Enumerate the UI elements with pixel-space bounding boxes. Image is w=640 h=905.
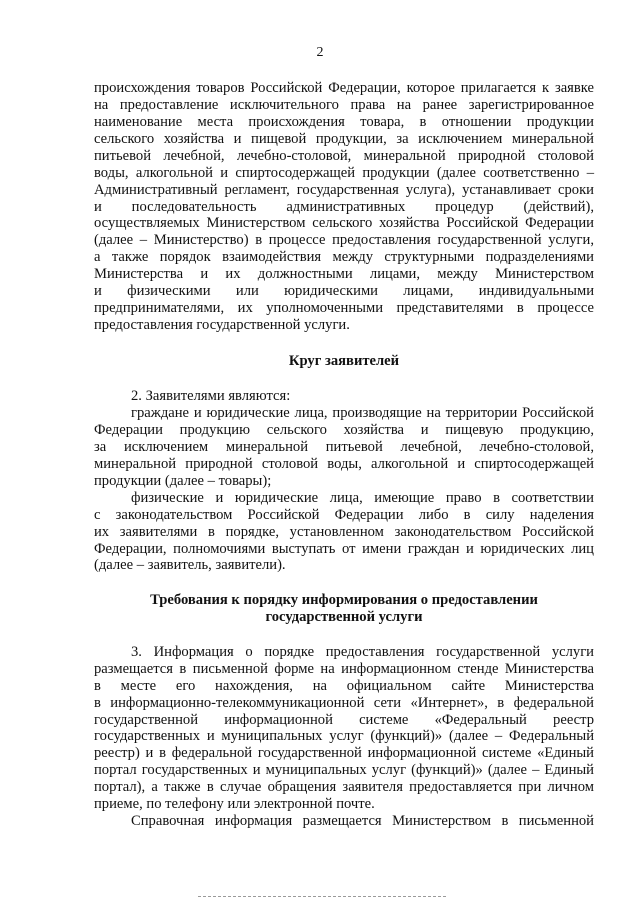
text-line: Федерации, полномочиями выступать от имени граждан и юридических лиц (94, 540, 594, 557)
text-line: (далее – Министерство) в процессе предоставления государственной услуги, (94, 232, 594, 249)
text-line: минеральной природной столовой воды, алкогольной и спиртосодержащей (94, 455, 594, 472)
text-line: в месте его нахождения, на официальном сайте Министерства (94, 677, 594, 694)
text-line: в информационно-телекоммуникационной сети «Интернет», в федеральной (94, 694, 594, 711)
text-line: реестр) и в федеральной государственной информационной системе «Единый (94, 745, 594, 762)
text-line: их заявителями в порядке, установленном законодательством Российской (94, 523, 594, 540)
text-line: портал государственных и муниципальных услуг (функций)» (далее – Единый (94, 762, 594, 779)
text-line: происхождения товаров Российской Федерации, которое прилагается к заявке (94, 80, 594, 96)
text-line: портал), а также в случае обращения заявителя предоставляется при личном (94, 779, 594, 796)
text-line: и последовательность административных процедур (действий), (94, 198, 594, 215)
text-line: с законодательством Российской Федерации либо в силу наделения (94, 506, 594, 523)
text-line: Федерации продукцию сельского хозяйства и пищевую продукцию, (94, 422, 594, 438)
text-line: 3. Информация о порядке предоставления государственной услуги (131, 643, 594, 660)
text-line: питьевой лечебной, лечебно-столовой, минеральной природной столовой (94, 147, 594, 164)
text-line: государственных и муниципальных услуг (функций)» (далее – Федеральный (94, 728, 594, 745)
text-line: наименование места происхождения товара, в отношении продукции (94, 113, 594, 130)
text-line: продукции (далее – товары); (94, 472, 272, 489)
text-line: (далее – заявитель, заявители). (94, 557, 286, 574)
section-heading-applicants: Круг заявителей (288, 352, 400, 369)
applicants-lead: 2. Заявителями являются: (131, 388, 291, 405)
scan-edge-divider (198, 896, 446, 898)
text-line: Справочная информация размещается Министерством в письменной (131, 813, 594, 829)
text-line: государственной информационной системе «Федеральный реестр (94, 711, 594, 728)
text-line: осуществляемых Министерством сельского хозяйства Российской Федерации (94, 215, 594, 232)
text-line: предпринимателями, их уполномоченными представителями в процессе (94, 300, 594, 316)
text-line: предоставления государственной услуги. (94, 316, 350, 333)
text-line: физические и юридические лица, имеющие право в соответствии (131, 489, 594, 506)
page-number: 2 (316, 45, 324, 60)
text-line: на предоставление исключительного права на ранее зарегистрированное (94, 96, 594, 113)
text-line: Административный регламент, государственная услуга), устанавливает сроки (94, 181, 594, 198)
text-line: приеме, по телефону или электронной почте. (94, 796, 375, 813)
text-line: а также порядок взаимодействия между структурными подразделениями (94, 249, 594, 266)
text-line: за исключением минеральной питьевой лечебной, лечебно-столовой, (94, 438, 594, 455)
section-heading-info: Требования к порядку информирования о предоставлении (150, 592, 538, 609)
text-line: и физическими или юридическими лицами, индивидуальными (94, 283, 594, 300)
section-heading-info: государственной услуги (265, 609, 423, 625)
text-line: размещается в письменной форме на информационном стенде Министерства (94, 660, 594, 677)
text-line: воды, алкогольной и спиртосодержащей продукции (далее соответственно – (94, 164, 594, 181)
text-line: Министерства и их должностными лицами, между Министерством (94, 266, 594, 283)
text-line: граждане и юридические лица, производящие на территории Российской (131, 405, 594, 422)
text-line: сельского хозяйства и пищевой продукции, за исключением минеральной (94, 130, 594, 147)
